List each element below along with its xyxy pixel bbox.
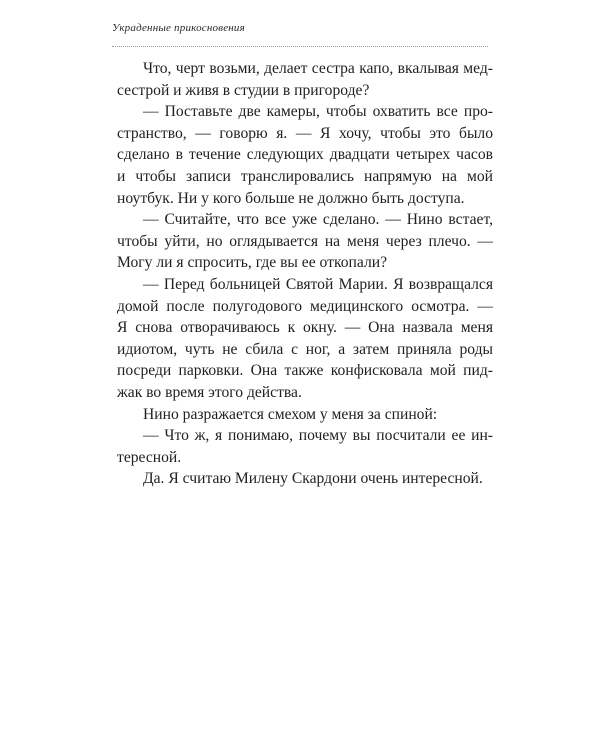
text-line: тересной.: [117, 448, 182, 466]
running-head-title: Украденные прикосновения: [112, 22, 245, 34]
text-line: — Считайте, что все уже сделано. — Нино встает,: [143, 211, 493, 229]
text-line: — Что ж, я понимаю, почему вы посчитали ее ин-: [143, 427, 493, 445]
body-text: [117, 58, 493, 490]
text-line: жак во время этого действа.: [117, 383, 302, 401]
text-line: — Перед больницей Святой Марии. Я возвращался: [143, 275, 493, 293]
text-line: ноутбук. Ни у кого больше не должно быть доступа.: [117, 189, 465, 207]
text-line: Могу ли я спросить, где вы ее откопали?: [117, 254, 387, 272]
text-line: идиотом, чуть не сбила с ног, а затем приняла роды: [117, 340, 493, 358]
text-line: и чтобы записи транслировались напрямую на мой: [117, 167, 493, 185]
text-line: Нино разражается смехом у меня за спиной:: [143, 405, 438, 423]
text-line: Я снова отворачиваюсь к окну. — Она назвала меня: [117, 319, 493, 337]
text-line: Что, черт возьми, делает сестра капо, вкалывая мед-: [143, 60, 493, 77]
text-line: странство, — говорю я. — Я хочу, чтобы это было: [117, 124, 493, 142]
text-line: домой после полугодового медицинского осмотра. —: [117, 297, 493, 315]
text-line: сделано в течение следующих двадцати четырех часов: [117, 146, 493, 164]
text-line: — Поставьте две камеры, чтобы охватить все про-: [143, 103, 493, 121]
text-line: посреди парковки. Она также конфисковала мой пид-: [117, 362, 493, 380]
text-line: чтобы уйти, но оглядывается на меня через плечо. —: [117, 232, 493, 250]
text-line: сестрой и живя в студии в пригороде?: [117, 81, 370, 99]
header-divider: [112, 46, 488, 47]
text-line: Да. Я считаю Милену Скардони очень интересной.: [143, 470, 483, 488]
